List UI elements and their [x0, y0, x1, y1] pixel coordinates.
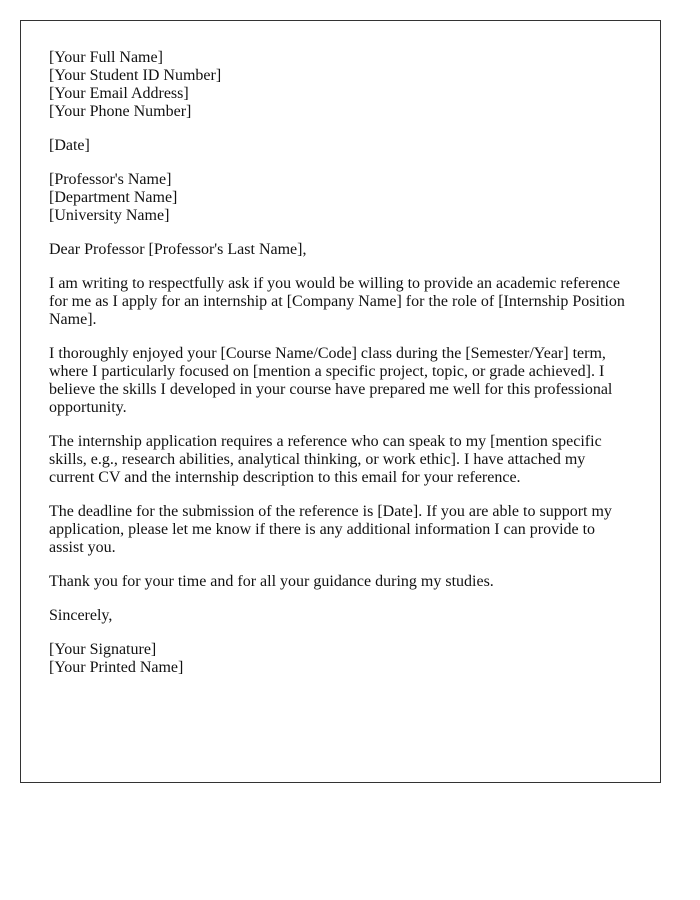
sender-student-id: [Your Student ID Number] — [49, 67, 222, 84]
sender-name: [Your Full Name] — [49, 49, 163, 66]
signature-block — [49, 641, 632, 677]
salutation: Dear Professor [Professor's Last Name], — [49, 241, 307, 258]
sender-email: [Your Email Address] — [49, 85, 189, 102]
closing: Sincerely, — [49, 607, 113, 624]
recipient-name: [Professor's Name] — [49, 171, 172, 188]
body-paragraph-thanks: Thank you for your time and for all your guidance during my studies. — [49, 573, 494, 590]
sender-block — [49, 49, 632, 121]
printed-name: [Your Printed Name] — [49, 659, 184, 676]
body-paragraph-course: I thoroughly enjoyed your [Course Name/Code] class during the [Semester/Year] term, where I particularly focused on [mention a specific project, topic, or grade achieved]. I believe the skills I developed in your course have prepared me well for this professional opportunity. — [49, 345, 613, 416]
sender-phone: [Your Phone Number] — [49, 103, 192, 120]
signature: [Your Signature] — [49, 641, 157, 658]
recipient-university: [University Name] — [49, 207, 170, 224]
letter-date: [Date] — [49, 137, 90, 154]
recipient-department: [Department Name] — [49, 189, 178, 206]
letter-page — [20, 20, 661, 783]
recipient-block — [49, 171, 632, 225]
body-paragraph-deadline: The deadline for the submission of the reference is [Date]. If you are able to support my application, please let me know if there is any additional information I can provide to assist you. — [49, 503, 612, 556]
body-paragraph-skills: The internship application requires a reference who can speak to my [mention specific skills, e.g., research abilities, analytical thinking, or work ethic]. I have attached my current CV and the internship description to this email for your reference. — [49, 433, 602, 486]
body-paragraph-request: I am writing to respectfully ask if you would be willing to provide an academic reference for me as I apply for an internship at [Company Name] for the role of [Internship Position Name]. — [49, 275, 625, 328]
